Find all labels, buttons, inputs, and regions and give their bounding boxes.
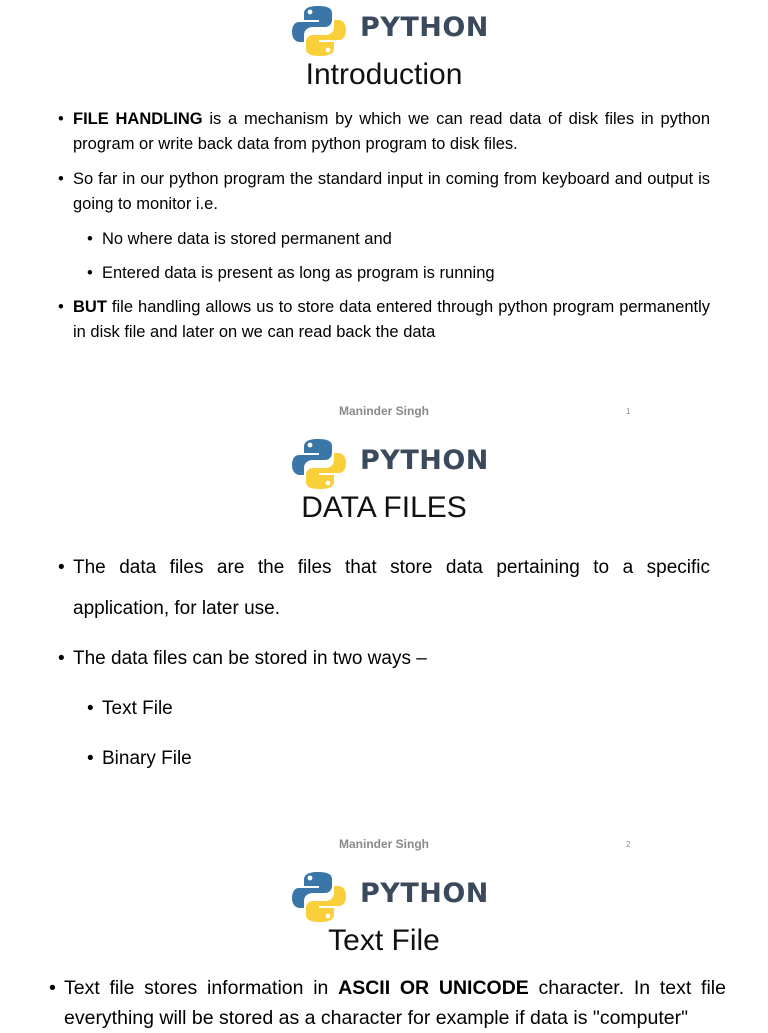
python-logo bbox=[292, 437, 492, 491]
bullet-list bbox=[49, 973, 726, 1033]
bullet-item bbox=[58, 107, 710, 157]
bold-term: FILE HANDLING bbox=[73, 110, 203, 128]
slide-title: DATA FILES bbox=[301, 491, 467, 524]
bullet-text: The data files can be stored in two ways – bbox=[73, 648, 427, 669]
python-wordmark: PYTHON bbox=[360, 12, 489, 43]
bullet-text: Entered data is present as long as program is running bbox=[102, 264, 495, 282]
bold-term: BUT bbox=[73, 298, 107, 316]
bullet-text: No where data is stored permanent and bbox=[102, 230, 392, 248]
bullet-text: Binary File bbox=[102, 748, 192, 769]
footer-author: Maninder Singh bbox=[339, 404, 429, 418]
python-logo bbox=[292, 870, 492, 924]
slide-title: Text File bbox=[328, 924, 440, 957]
bullet-list bbox=[58, 547, 710, 788]
bullet-item bbox=[58, 547, 710, 629]
bullet-item bbox=[49, 973, 726, 1033]
python-wordmark: PYTHON bbox=[360, 878, 489, 909]
sub-bullet-item bbox=[87, 227, 710, 252]
sub-bullet-item bbox=[87, 738, 710, 779]
bullet-item bbox=[58, 638, 710, 679]
bullet-text: So far in our python program the standard input in coming from keyboard and output is going to monitor i.e. bbox=[73, 170, 710, 213]
bullet-list bbox=[58, 107, 710, 355]
python-wordmark: PYTHON bbox=[360, 445, 489, 476]
bullet-text: character. In text file everything will be stored as a character for example if data is "computer" bbox=[64, 977, 726, 1029]
slide-title: Introduction bbox=[305, 58, 463, 91]
bold-term: ASCII OR UNICODE bbox=[338, 977, 529, 999]
page-number: 1 bbox=[626, 407, 631, 416]
page-number: 2 bbox=[626, 840, 631, 849]
sub-bullet-item bbox=[87, 688, 710, 729]
sub-bullet-item bbox=[87, 261, 710, 286]
bullet-text: Text File bbox=[102, 698, 173, 719]
bullet-item bbox=[58, 167, 710, 217]
footer-author: Maninder Singh bbox=[339, 837, 429, 851]
bullet-text: file handling allows us to store data entered through python program permanently in disk file and later on we can read back the data bbox=[73, 298, 710, 341]
python-logo-icon bbox=[292, 870, 346, 924]
bullet-item bbox=[58, 295, 710, 345]
bullet-text: is a mechanism by which we can read data of disk files in python program or write back data from python program to disk files. bbox=[73, 110, 710, 153]
python-logo bbox=[292, 4, 492, 58]
python-logo-icon bbox=[292, 4, 346, 58]
python-logo-icon bbox=[292, 437, 346, 491]
bullet-text: Text file stores information in bbox=[64, 977, 339, 999]
bullet-text: The data files are the files that store data pertaining to a specific application, for later use. bbox=[73, 557, 710, 619]
